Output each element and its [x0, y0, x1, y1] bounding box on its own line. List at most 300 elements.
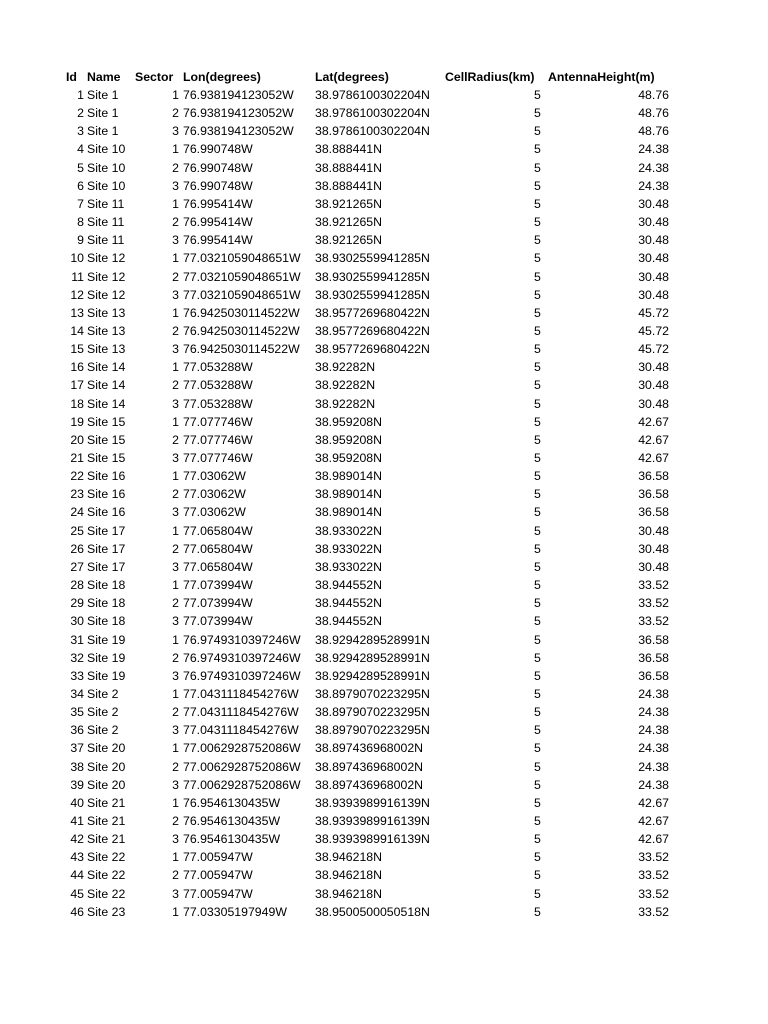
cell-lat: 38.92282N	[315, 378, 376, 393]
cell-id: 33	[70, 668, 84, 683]
table-row	[0, 268, 768, 286]
cell-sector: 2	[172, 323, 179, 338]
cell-lat: 38.989014N	[315, 469, 383, 484]
cell-lat: 38.921265N	[315, 196, 383, 211]
cell-lat: 38.888441N	[315, 178, 383, 193]
cell-cell-radius: 5	[534, 414, 541, 429]
cell-name: Site 12	[87, 269, 126, 284]
cell-sector: 1	[172, 741, 179, 756]
cell-name: Site 21	[87, 832, 126, 847]
cell-antenna-height: 36.58	[638, 668, 669, 683]
cell-sector: 3	[172, 886, 179, 901]
cell-lat: 38.9577269680422N	[315, 305, 430, 320]
cell-name: Site 23	[87, 904, 126, 919]
cell-lon: 76.995414W	[183, 196, 253, 211]
cell-name: Site 10	[87, 178, 126, 193]
table-row	[0, 231, 768, 249]
cell-name: Site 20	[87, 777, 126, 792]
cell-cell-radius: 5	[534, 342, 541, 357]
cell-lat: 38.8979070223295N	[315, 686, 430, 701]
cell-sector: 3	[172, 505, 179, 520]
cell-antenna-height: 42.67	[638, 432, 669, 447]
cell-name: Site 17	[87, 541, 126, 556]
cell-cell-radius: 5	[534, 505, 541, 520]
table-row	[0, 104, 768, 122]
table-row	[0, 594, 768, 612]
cell-lat: 38.9294289528991N	[315, 668, 430, 683]
cell-lat: 38.944552N	[315, 614, 383, 629]
cell-sector: 2	[172, 868, 179, 883]
cell-lon: 76.938194123052W	[183, 106, 294, 121]
table-row	[0, 122, 768, 140]
cell-sector: 1	[172, 142, 179, 157]
cell-id: 8	[77, 215, 84, 230]
cell-name: Site 19	[87, 668, 126, 683]
cell-cell-radius: 5	[534, 378, 541, 393]
cell-lon: 77.005947W	[183, 868, 253, 883]
cell-antenna-height: 42.67	[638, 832, 669, 847]
cell-lon: 77.073994W	[183, 578, 253, 593]
cell-antenna-height: 36.58	[638, 632, 669, 647]
cell-lon: 77.065804W	[183, 559, 253, 574]
cell-antenna-height: 30.48	[638, 360, 669, 375]
cell-sector: 1	[172, 632, 179, 647]
cell-id: 15	[70, 342, 84, 357]
cell-cell-radius: 5	[534, 432, 541, 447]
cell-antenna-height: 30.48	[638, 559, 669, 574]
cell-lon: 76.9425030114522W	[183, 305, 300, 320]
header-sector: Sector	[135, 70, 174, 84]
cell-sector: 1	[172, 196, 179, 211]
cell-id: 31	[70, 632, 84, 647]
cell-sector: 1	[172, 469, 179, 484]
cell-sector: 1	[172, 305, 179, 320]
cell-lon: 76.9425030114522W	[183, 323, 300, 338]
cell-lon: 77.0431118454276W	[183, 723, 299, 738]
cell-cell-radius: 5	[534, 233, 541, 248]
cell-cell-radius: 5	[534, 759, 541, 774]
cell-id: 38	[70, 759, 84, 774]
cell-sector: 3	[172, 614, 179, 629]
cell-antenna-height: 33.52	[638, 904, 669, 919]
cell-antenna-height: 30.48	[638, 233, 669, 248]
cell-id: 21	[70, 451, 84, 465]
table-row	[0, 885, 768, 903]
table-row	[0, 213, 768, 231]
table-row	[0, 812, 768, 830]
cell-id: 4	[77, 142, 84, 157]
table-row	[0, 758, 768, 776]
table-row	[0, 195, 768, 213]
header-lon: Lon(degrees)	[183, 70, 261, 84]
cell-lat: 38.92282N	[315, 360, 376, 375]
cell-antenna-height: 48.76	[638, 124, 669, 139]
cell-cell-radius: 5	[534, 795, 541, 810]
cell-lon: 77.053288W	[183, 396, 253, 411]
cell-lat: 38.9302559941285N	[315, 251, 430, 266]
cell-cell-radius: 5	[534, 323, 541, 338]
cell-lon: 77.0321059048651W	[183, 251, 301, 266]
table-row	[0, 866, 768, 884]
cell-lon: 77.073994W	[183, 614, 253, 629]
cell-lat: 38.946218N	[315, 868, 383, 883]
cell-lat: 38.9577269680422N	[315, 323, 430, 338]
cell-lat: 38.921265N	[315, 215, 383, 230]
cell-sector: 3	[172, 287, 179, 302]
cell-lon: 77.03062W	[183, 505, 246, 520]
cell-lat: 38.92282N	[315, 396, 376, 411]
cell-cell-radius: 5	[534, 360, 541, 375]
cell-lon: 76.9749310397246W	[183, 650, 301, 665]
cell-name: Site 11	[87, 196, 125, 211]
cell-sector: 2	[172, 106, 179, 121]
cell-lat: 38.959208N	[315, 432, 383, 447]
cell-sector: 3	[172, 668, 179, 683]
table-row	[0, 576, 768, 594]
cell-lon: 76.9749310397246W	[183, 668, 301, 683]
cell-sector: 2	[172, 269, 179, 284]
cell-name: Site 21	[87, 795, 126, 810]
cell-id: 32	[70, 650, 84, 665]
cell-lon: 77.03062W	[183, 487, 246, 502]
cell-lat: 38.9500500050518N	[315, 904, 430, 919]
cell-lat: 38.9577269680422N	[315, 342, 430, 357]
cell-id: 36	[70, 723, 84, 738]
cell-antenna-height: 42.67	[638, 814, 669, 828]
cell-cell-radius: 5	[534, 578, 541, 593]
table-row	[0, 376, 768, 394]
header-cell-radius: CellRadius(km)	[445, 70, 535, 84]
cell-lat: 38.933022N	[315, 541, 383, 556]
cell-lat: 38.897436968002N	[315, 759, 424, 774]
cell-lon: 77.077746W	[183, 432, 253, 447]
cell-antenna-height: 30.48	[638, 196, 669, 211]
cell-id: 45	[70, 886, 84, 901]
table-row	[0, 631, 768, 649]
cell-sector: 2	[172, 541, 179, 556]
cell-lon: 77.0321059048651W	[183, 269, 301, 284]
cell-sector: 1	[172, 904, 179, 919]
cell-sector: 2	[172, 596, 179, 611]
cell-antenna-height: 48.76	[638, 88, 669, 102]
cell-lat: 38.9786100302204N	[315, 106, 430, 121]
table-row	[0, 304, 768, 322]
cell-lat: 38.944552N	[315, 596, 383, 611]
cell-antenna-height: 33.52	[638, 614, 669, 629]
cell-cell-radius: 5	[534, 614, 541, 629]
cell-antenna-height: 36.58	[638, 469, 669, 484]
cell-name: Site 20	[87, 741, 126, 756]
cell-cell-radius: 5	[534, 541, 541, 556]
cell-antenna-height: 45.72	[638, 305, 669, 320]
cell-lat: 38.8979070223295N	[315, 723, 430, 738]
cell-cell-radius: 5	[534, 668, 541, 683]
table-row	[0, 649, 768, 667]
cell-lat: 38.9294289528991N	[315, 650, 430, 665]
cell-lon: 77.0431118454276W	[183, 686, 299, 701]
cell-lat: 38.933022N	[315, 559, 383, 574]
cell-lon: 76.9546130435W	[183, 832, 281, 847]
cell-name: Site 1	[87, 88, 119, 102]
cell-name: Site 20	[87, 759, 126, 774]
cell-id: 42	[70, 832, 84, 847]
table-row	[0, 86, 768, 104]
cell-antenna-height: 33.52	[638, 578, 669, 593]
header-name: Name	[87, 70, 121, 84]
cell-cell-radius: 5	[534, 251, 541, 266]
cell-antenna-height: 30.48	[638, 396, 669, 411]
cell-cell-radius: 5	[534, 287, 541, 302]
cell-cell-radius: 5	[534, 904, 541, 919]
cell-cell-radius: 5	[534, 487, 541, 502]
cell-sector: 3	[172, 124, 179, 139]
cell-antenna-height: 33.52	[638, 850, 669, 865]
cell-id: 37	[70, 741, 84, 756]
table-row	[0, 286, 768, 304]
cell-cell-radius: 5	[534, 124, 541, 139]
cell-lon: 77.0062928752086W	[183, 777, 301, 792]
cell-name: Site 18	[87, 596, 126, 611]
cell-lat: 38.9294289528991N	[315, 632, 430, 647]
cell-antenna-height: 24.38	[638, 686, 669, 701]
cell-id: 10	[70, 251, 84, 266]
cell-sector: 2	[172, 160, 179, 175]
table-row	[0, 322, 768, 340]
cell-lat: 38.946218N	[315, 886, 383, 901]
cell-sector: 1	[172, 251, 179, 266]
cell-name: Site 14	[87, 378, 126, 393]
cell-lon: 76.9546130435W	[183, 814, 281, 828]
cell-cell-radius: 5	[534, 559, 541, 574]
cell-lat: 38.888441N	[315, 142, 383, 157]
cell-name: Site 2	[87, 686, 119, 701]
cell-antenna-height: 30.48	[638, 251, 669, 266]
cell-sector: 1	[172, 686, 179, 701]
cell-sector: 2	[172, 215, 179, 230]
table-row	[0, 667, 768, 685]
table-row	[0, 485, 768, 503]
cell-antenna-height: 30.48	[638, 541, 669, 556]
table-row	[0, 467, 768, 485]
cell-cell-radius: 5	[534, 305, 541, 320]
cell-name: Site 12	[87, 287, 126, 302]
cell-id: 40	[70, 795, 84, 810]
cell-cell-radius: 5	[534, 686, 541, 701]
cell-cell-radius: 5	[534, 396, 541, 411]
cell-lat: 38.9786100302204N	[315, 88, 430, 102]
cell-antenna-height: 33.52	[638, 868, 669, 883]
cell-name: Site 13	[87, 305, 126, 320]
cell-lat: 38.944552N	[315, 578, 383, 593]
header-lat: Lat(degrees)	[315, 70, 389, 84]
cell-antenna-height: 24.38	[638, 759, 669, 774]
cell-lat: 38.9393989916139N	[315, 795, 430, 810]
table-row	[0, 776, 768, 794]
cell-lon: 76.938194123052W	[183, 88, 294, 102]
table-row	[0, 395, 768, 413]
cell-id: 9	[77, 233, 84, 248]
cell-id: 23	[70, 487, 84, 502]
table-row	[0, 249, 768, 267]
cell-antenna-height: 42.67	[638, 795, 669, 810]
cell-name: Site 10	[87, 160, 126, 175]
cell-antenna-height: 33.52	[638, 596, 669, 611]
table-row	[0, 449, 768, 467]
table-row	[0, 540, 768, 558]
cell-id: 1	[77, 88, 84, 102]
cell-name: Site 19	[87, 650, 126, 665]
cell-name: Site 1	[87, 124, 119, 139]
cell-id: 34	[70, 686, 84, 701]
cell-id: 29	[70, 596, 84, 611]
cell-lon: 77.053288W	[183, 378, 253, 393]
cell-lat: 38.989014N	[315, 505, 383, 520]
cell-sector: 3	[172, 396, 179, 411]
cell-id: 2	[77, 106, 84, 121]
cell-id: 11	[71, 269, 84, 284]
cell-sector: 3	[172, 451, 179, 465]
cell-name: Site 22	[87, 886, 126, 901]
cell-name: Site 11	[87, 233, 125, 248]
cell-lat: 38.959208N	[315, 451, 383, 465]
header-id: Id	[66, 70, 77, 84]
cell-lat: 38.8979070223295N	[315, 705, 430, 720]
cell-cell-radius: 5	[534, 832, 541, 847]
table-row	[0, 703, 768, 721]
table-row	[0, 721, 768, 739]
cell-cell-radius: 5	[534, 142, 541, 157]
cell-lon: 77.0431118454276W	[183, 705, 299, 720]
cell-id: 13	[70, 305, 84, 320]
table-row	[0, 903, 768, 921]
cell-name: Site 18	[87, 578, 126, 593]
cell-cell-radius: 5	[534, 523, 541, 538]
cell-sector: 2	[172, 814, 179, 828]
cell-name: Site 11	[87, 215, 125, 230]
table-row	[0, 177, 768, 195]
cell-antenna-height: 30.48	[638, 378, 669, 393]
cell-lat: 38.897436968002N	[315, 777, 424, 792]
table-row	[0, 431, 768, 449]
cell-lon: 77.0321059048651W	[183, 287, 301, 302]
cell-lon: 76.995414W	[183, 233, 253, 248]
cell-cell-radius: 5	[534, 160, 541, 175]
cell-id: 18	[70, 396, 84, 411]
cell-id: 27	[70, 559, 84, 574]
cell-lon: 77.03305197949W	[183, 904, 287, 919]
cell-name: Site 2	[87, 705, 119, 720]
cell-sector: 2	[172, 650, 179, 665]
cell-lon: 76.990748W	[183, 142, 253, 157]
table-row	[0, 413, 768, 431]
cell-name: Site 21	[87, 814, 126, 828]
cell-id: 46	[70, 904, 84, 919]
cell-id: 17	[70, 378, 84, 393]
cell-lon: 77.005947W	[183, 850, 253, 865]
cell-id: 22	[70, 469, 84, 484]
cell-antenna-height: 36.58	[638, 650, 669, 665]
cell-lon: 77.073994W	[183, 596, 253, 611]
cell-sector: 3	[172, 178, 179, 193]
cell-id: 30	[70, 614, 84, 629]
cell-sector: 1	[172, 523, 179, 538]
cell-lon: 76.938194123052W	[183, 124, 294, 139]
cell-antenna-height: 24.38	[638, 723, 669, 738]
cell-sector: 3	[172, 723, 179, 738]
cell-name: Site 22	[87, 850, 126, 865]
cell-lon: 77.0062928752086W	[183, 741, 301, 756]
cell-id: 43	[70, 850, 84, 865]
cell-lon: 77.065804W	[183, 523, 253, 538]
cell-antenna-height: 45.72	[638, 323, 669, 338]
cell-antenna-height: 24.38	[638, 178, 669, 193]
cell-lon: 77.077746W	[183, 451, 253, 465]
cell-cell-radius: 5	[534, 596, 541, 611]
cell-lon: 77.053288W	[183, 360, 253, 375]
cell-antenna-height: 42.67	[638, 451, 669, 465]
cell-cell-radius: 5	[534, 814, 541, 828]
table-row	[0, 558, 768, 576]
table-row	[0, 830, 768, 848]
cell-name: Site 10	[87, 142, 126, 157]
cell-cell-radius: 5	[534, 705, 541, 720]
cell-lat: 38.9302559941285N	[315, 269, 430, 284]
cell-lon: 77.0062928752086W	[183, 759, 301, 774]
cell-sector: 1	[172, 414, 179, 429]
cell-sector: 1	[172, 850, 179, 865]
table-row	[0, 159, 768, 177]
cell-lat: 38.9393989916139N	[315, 814, 430, 828]
table-row	[0, 685, 768, 703]
cell-name: Site 14	[87, 396, 126, 411]
cell-antenna-height: 30.48	[638, 523, 669, 538]
cell-name: Site 16	[87, 505, 126, 520]
header-antenna-height: AntennaHeight(m)	[548, 70, 655, 84]
table-row	[0, 739, 768, 757]
cell-antenna-height: 30.48	[638, 215, 669, 230]
cell-lat: 38.959208N	[315, 414, 383, 429]
cell-cell-radius: 5	[534, 723, 541, 738]
cell-id: 25	[70, 523, 84, 538]
cell-sector: 3	[172, 342, 179, 357]
cell-id: 3	[77, 124, 84, 139]
cell-cell-radius: 5	[534, 469, 541, 484]
cell-antenna-height: 36.58	[638, 505, 669, 520]
cell-sector: 3	[172, 832, 179, 847]
cell-cell-radius: 5	[534, 451, 541, 465]
cell-cell-radius: 5	[534, 178, 541, 193]
cell-lat: 38.9302559941285N	[315, 287, 430, 302]
cell-lon: 77.077746W	[183, 414, 253, 429]
cell-lat: 38.897436968002N	[315, 741, 424, 756]
cell-name: Site 15	[87, 451, 126, 465]
cell-antenna-height: 24.38	[638, 142, 669, 157]
table-row	[0, 794, 768, 812]
cell-id: 14	[70, 323, 84, 338]
cell-lat: 38.933022N	[315, 523, 383, 538]
cell-sector: 2	[172, 378, 179, 393]
cell-antenna-height: 36.58	[638, 487, 669, 502]
cell-antenna-height: 48.76	[638, 106, 669, 121]
cell-lat: 38.9786100302204N	[315, 124, 430, 139]
table-row	[0, 612, 768, 630]
cell-id: 7	[77, 196, 84, 211]
cell-sector: 3	[172, 777, 179, 792]
cell-antenna-height: 45.72	[638, 342, 669, 357]
cell-cell-radius: 5	[534, 850, 541, 865]
cell-cell-radius: 5	[534, 868, 541, 883]
cell-lon: 76.9546130435W	[183, 795, 281, 810]
